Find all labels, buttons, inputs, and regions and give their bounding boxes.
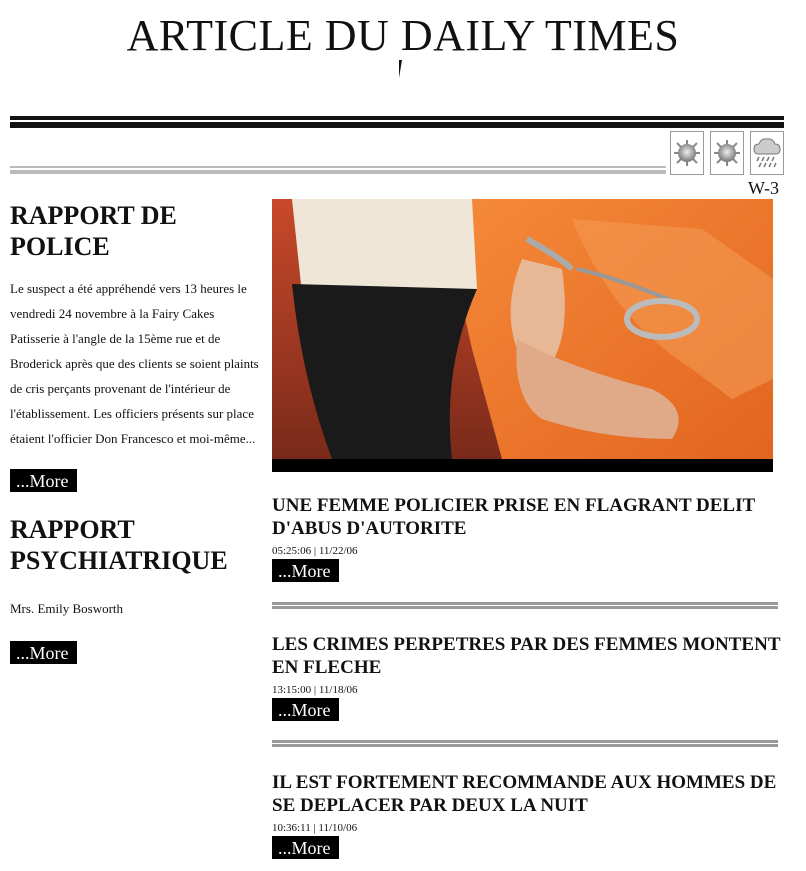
sun-icon: [673, 139, 701, 167]
weather-day-1[interactable]: [670, 131, 704, 175]
article-1: [272, 494, 782, 582]
sun-icon: [713, 139, 741, 167]
weather-label: W-3: [748, 178, 779, 198]
page-title: ARTICLE DU DAILY TIMES: [126, 11, 680, 60]
psych-more-button[interactable]: ...More: [10, 641, 77, 664]
subheader-rule: [10, 166, 666, 168]
article-headline[interactable]: LES CRIMES PERPETRES PAR DES FEMMES MONTENT EN FLECHE: [272, 634, 781, 678]
rain-cloud-icon: [752, 136, 782, 170]
subheader-rule-thick: [10, 170, 666, 174]
article-more-button[interactable]: ...More: [272, 698, 339, 721]
article-timestamp: 13:15:00 | 11/18/06: [272, 684, 358, 696]
apostrophe-mark: [396, 60, 402, 78]
article-more-button[interactable]: ...More: [272, 559, 339, 582]
header-rule: [10, 116, 784, 120]
header-rule-thick: [10, 122, 784, 128]
left-column: [10, 200, 260, 664]
article-2: [272, 633, 782, 721]
police-report-body: Le suspect a été appréhendé vers 13 heures le vendredi 24 novembre à la Fairy Cakes Patisserie à l'angle de la 15ème rue et de Broderick après que des clients se soient plaints de cris perçants provenant de l'intérieur de l'établissement. Les officiers présents sur place étaient l'officier Don Francesco et moi-même...: [10, 281, 259, 446]
article-headline[interactable]: UNE FEMME POLICIER PRISE EN FLAGRANT DELIT D'ABUS D'AUTORITE: [272, 495, 755, 539]
psych-report-heading: RAPPORT PSYCHIATRIQUE: [10, 515, 228, 575]
police-more-button[interactable]: ...More: [10, 469, 77, 492]
article-timestamp: 05:25:06 | 11/22/06: [272, 545, 358, 557]
article-divider: [272, 740, 778, 747]
weather-day-3[interactable]: [750, 131, 784, 175]
police-report-heading: RAPPORT DE POLICE: [10, 201, 177, 261]
article-timestamp: 10:36:11 | 11/10/06: [272, 822, 358, 834]
weather-day-2[interactable]: [710, 131, 744, 175]
article-more-button[interactable]: ...More: [272, 836, 339, 859]
article-3: [272, 771, 782, 859]
psych-report-body: Mrs. Emily Bosworth: [10, 601, 124, 616]
article-headline[interactable]: IL EST FORTEMENT RECOMMANDE AUX HOMMES DE SE DEPLACER PAR DEUX LA NUIT: [272, 772, 777, 816]
article-divider: [272, 602, 778, 609]
handcuffs-photo[interactable]: [272, 199, 773, 472]
